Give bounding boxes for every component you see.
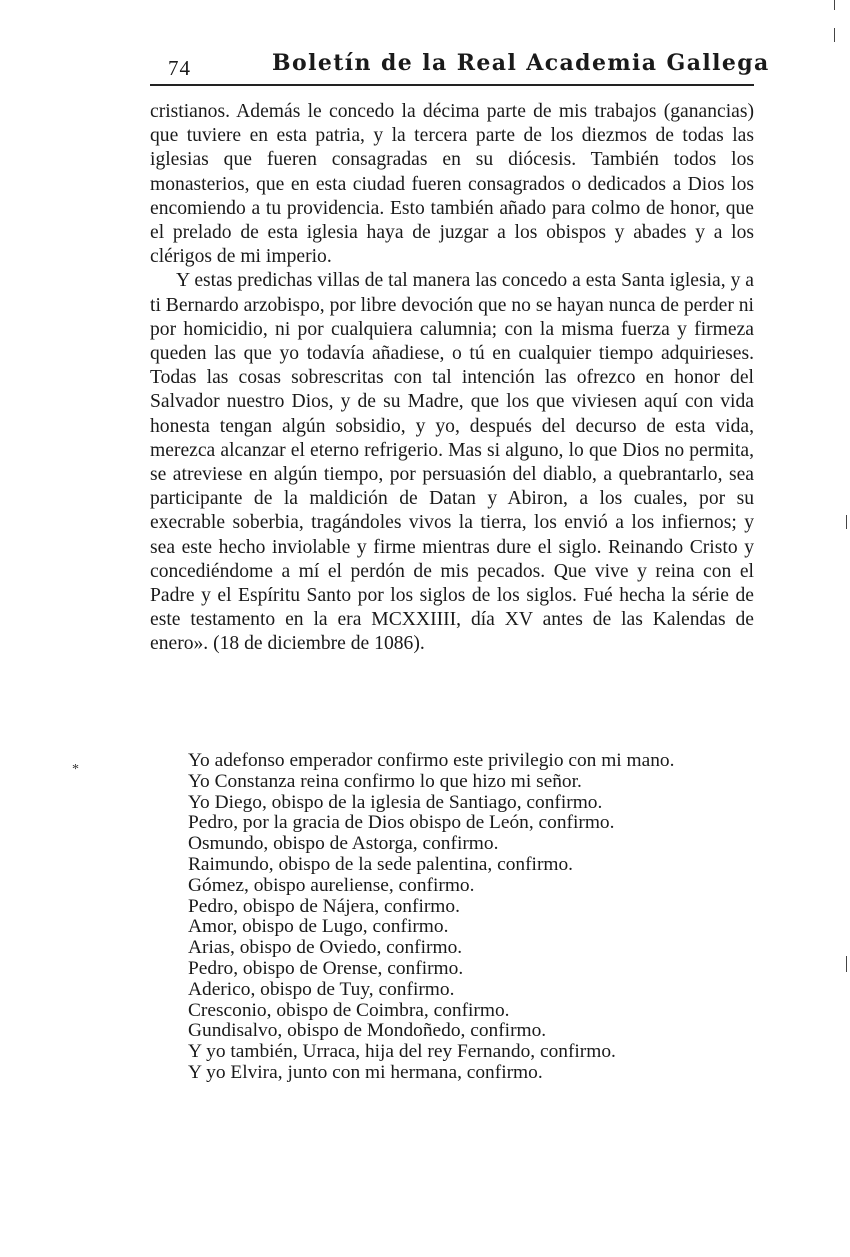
- scan-mark: [834, 28, 835, 42]
- signatory-line: Y yo Elvira, junto con mi hermana, confirmo.: [188, 1061, 543, 1083]
- signatory-line: Pedro, obispo de Nájera, confirmo.: [188, 895, 460, 917]
- signatory-line: Yo Diego, obispo de la iglesia de Santiago, confirmo.: [188, 791, 603, 813]
- running-title: Boletín de la Real Academia Gallega: [272, 50, 770, 76]
- signatory-line: Pedro, por la gracia de Dios obispo de León, confirmo.: [188, 812, 615, 834]
- header-rule: [150, 84, 754, 86]
- signatory-line: Osmundo, obispo de Astorga, confirmo.: [188, 833, 499, 855]
- signatory-line: Arias, obispo de Oviedo, confirmo.: [188, 937, 463, 959]
- signatory-line: Amor, obispo de Lugo, confirmo.: [188, 916, 449, 938]
- signatory-line: Y yo también, Urraca, hija del rey Fernando, confirmo.: [188, 1041, 616, 1063]
- scan-mark: [834, 0, 835, 10]
- signatory-line: Cresconio, obispo de Coimbra, confirmo.: [188, 999, 510, 1021]
- page-header: [150, 48, 770, 86]
- signatory-line: Raimundo, obispo de la sede palentina, confirmo.: [188, 853, 574, 875]
- signatory-list: [188, 751, 768, 1084]
- scan-mark: *: [72, 762, 79, 777]
- signatory-line: Yo Constanza reina confirmo lo que hizo mi señor.: [188, 770, 582, 792]
- paragraph: cristianos. Además le concedo la décima parte de mis trabajos (ganancias) que tuviere en esta patria, y la tercera parte de los diezmos de todas las iglesias que fueren consagradas en su diócesis. También todos los monasterios, que en esta ciudad fueren consagrados o dedicados a Dios los encomiendo a tu providencia. Esto también añado para colmo de honor, que el prelado de esta iglesia haya de juzgar a los obispos y abades y a los clérigos de mi imperio.: [150, 101, 754, 268]
- scan-mark: [846, 515, 847, 529]
- page-number: 74: [168, 56, 191, 80]
- signatory-line: Pedro, obispo de Orense, confirmo.: [188, 957, 464, 979]
- scan-mark: [846, 956, 847, 972]
- signatory-line: Aderico, obispo de Tuy, confirmo.: [188, 978, 455, 1000]
- body-text: [150, 100, 754, 657]
- signatory-line: Gómez, obispo aureliense, confirmo.: [188, 874, 475, 896]
- signatory-line: Yo adefonso emperador confirmo este privilegio con mi mano.: [188, 750, 675, 771]
- signatory-line: Gundisalvo, obispo de Mondoñedo, confirmo.: [188, 1020, 547, 1042]
- paragraph: Y estas predichas villas de tal manera las concedo a esta Santa iglesia, y a ti Bernardo arzobispo, por libre devoción que no se hayan nunca de perder ni por homicidio, ni por cualquiera calumnia; con la misma fuerza y firmeza queden las que yo todavía añadiese, o tú en cualquier tiempo adquirieses. Todas las cosas sobrescritas con tal intención las ofrezco en honor del Salvador nuestro Dios, y de su Madre, que los que viviesen aquí con vida honesta tengan algún sobsidio, y yo, después del decurso de esta vida, merezca alcanzar el eterno refrigerio. Mas si alguno, lo que Dios no permita, se atreviese en algún tiempo, por persuasión del diablo, a quebrantarlo, sea participante de la maldición de Datan y Abiron, a los cuales, por su execrable soberbia, tragándoles vivos la tierra, los envió a los infiernos; y sea este hecho inviolable y firme mientras dure el siglo. Reinando Cristo y concediéndome a mí el perdón de mis pecados. Que vive y reina con el Padre y el Espíritu Santo por los siglos de los siglos. Fué hecha la série de este testamento en la era MCXXIIII, día XV antes de las Kalendas de enero». (18 de diciembre de 1086).: [150, 270, 754, 655]
